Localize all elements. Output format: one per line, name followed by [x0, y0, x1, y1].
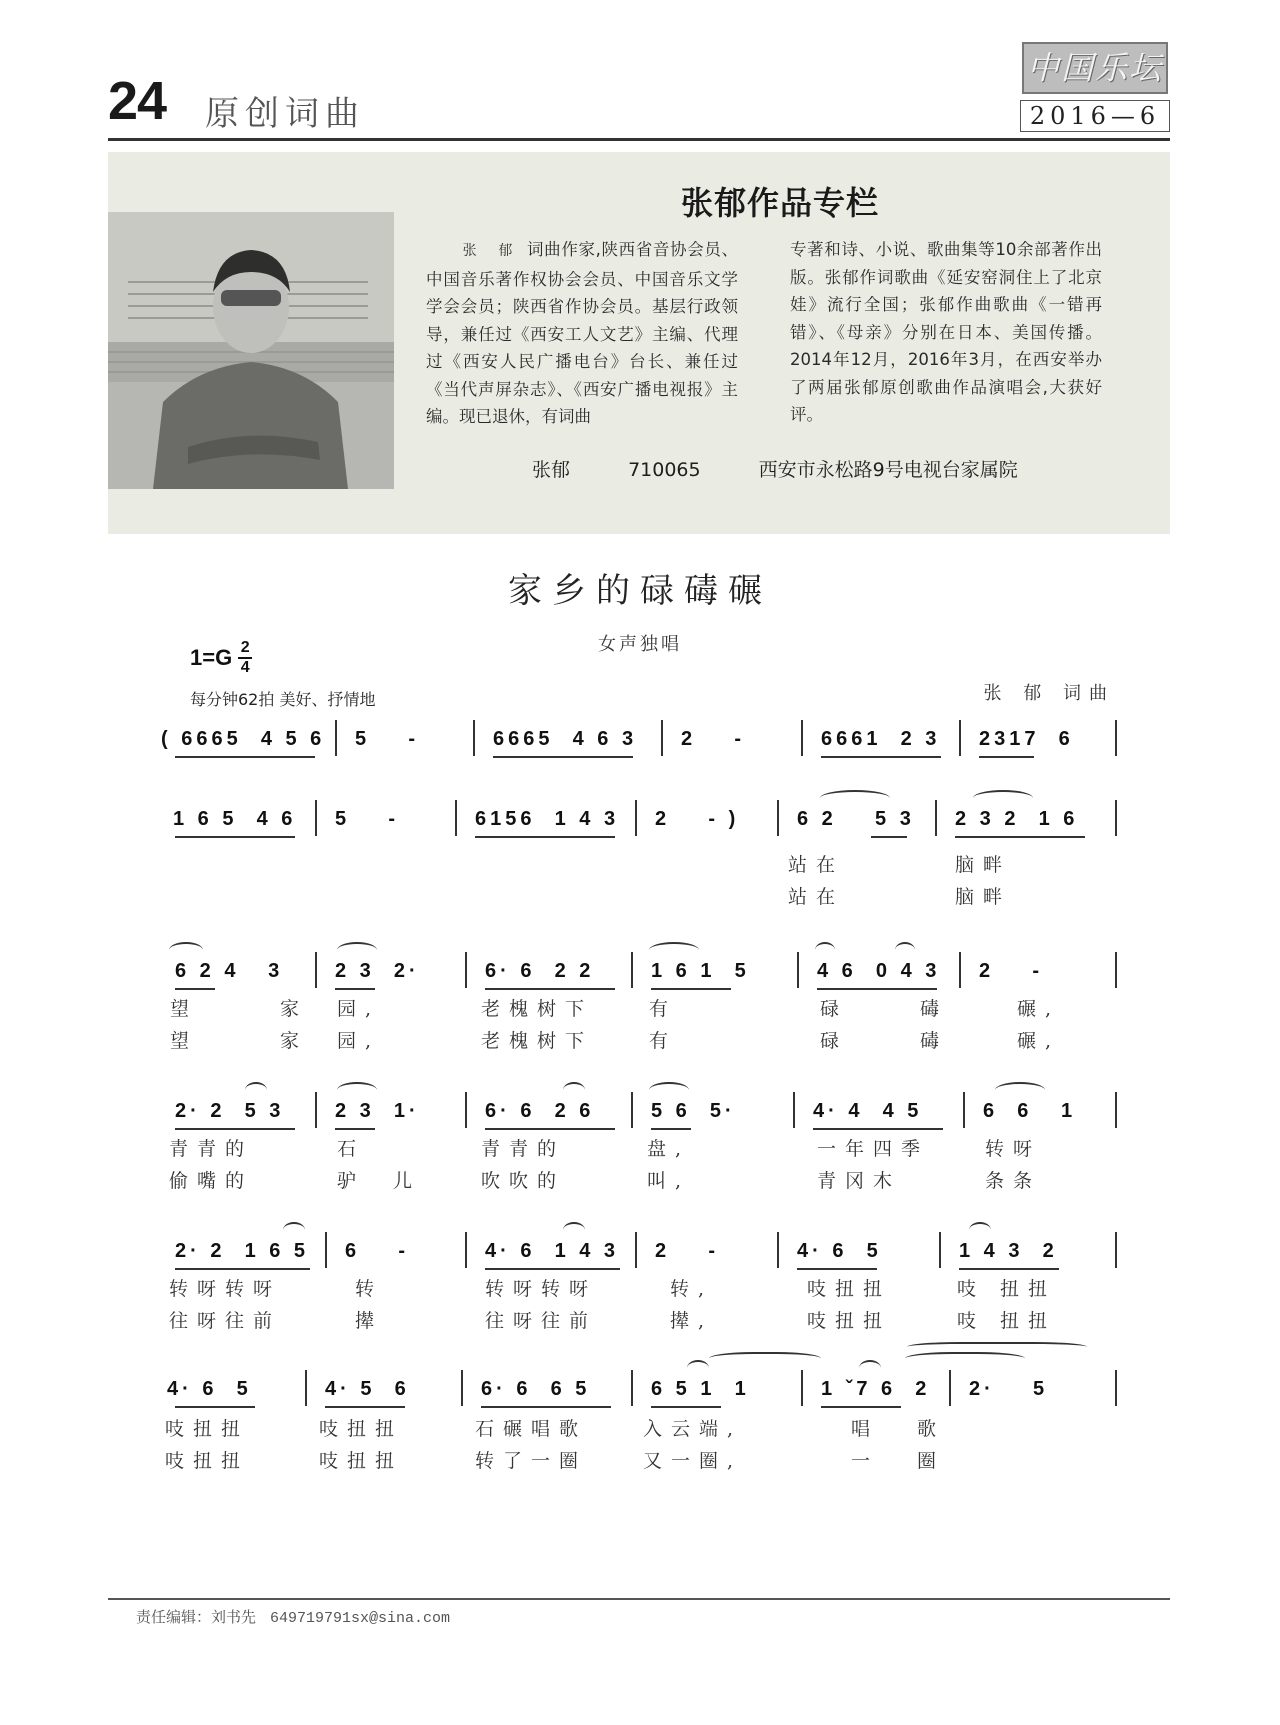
bio-text-right: 专著和诗、小说、歌曲集等10余部著作出版。张郁作词歌曲《延安窑洞住上了北京娃》流行全国；张郁作曲歌曲《一错再错》、《母亲》分别在日本、美国传播。2014年12月，2016年3月，在西安举办了两届张郁原创歌曲作品演唱会,大获好评。	[790, 240, 1102, 424]
measure: 2· 2 1 6 5	[165, 1226, 315, 1286]
score-row-1	[161, 714, 1115, 774]
measure: 6 5 1 1	[641, 1364, 771, 1424]
measure: 1 ˇ7 6 2	[811, 1364, 941, 1424]
lyrics-verse-2: 望 家 园, 老槐树下 有 碌 碡 碾,	[170, 1030, 1061, 1052]
bio-left-text: 词曲作家,陕西省音协会员、中国音乐著作权协会会员、中国音乐文学学会会员；陕西省作协会员。基层行政领导，兼任过《西安工人文艺》主编、代理过《西安人民广播电台》台长、兼任过《当代声屏杂志》、《西安广播电视报》主编。现已退休，有词曲	[426, 240, 738, 426]
author-name: 张 郁	[462, 243, 522, 259]
lyrics-verse-1: 望 家 园, 老槐树下 有 碌 碡 碾,	[170, 998, 1061, 1020]
measure: 6 6 1	[983, 1100, 1077, 1122]
measure: 6 2 5 3	[787, 794, 927, 854]
score-row-2	[165, 794, 1115, 854]
tempo-marking: 每分钟62拍 美好、抒情地	[190, 690, 376, 709]
song-title: 家乡的碌碡碾	[508, 571, 772, 611]
measure: 4 6 0 4 3	[807, 946, 947, 1006]
measure: 2 -	[681, 728, 746, 750]
measure: 2317 6	[969, 714, 1089, 774]
header-divider	[108, 138, 1170, 141]
lyrics-verse-1: 站在 脑畔	[788, 854, 1012, 876]
measure: ( 6665 4 5 6	[165, 714, 325, 774]
footer-divider	[108, 1598, 1170, 1600]
measure: 6· 6 2 6	[475, 1086, 625, 1146]
measure: 6661 2 3	[811, 714, 951, 774]
editor-email: 649719791sx@sina.com	[270, 1610, 451, 1627]
time-sig-bottom: 4	[240, 659, 250, 676]
measure: 2 -	[979, 960, 1044, 982]
measure: 4· 5 6	[315, 1364, 445, 1424]
measure: 6 -	[345, 1240, 410, 1262]
measure: 2· 5	[969, 1378, 1049, 1400]
composer-credit: 张 郁 词曲	[983, 683, 1115, 704]
time-sig-top: 2	[240, 639, 250, 656]
measure: 2 -	[655, 1240, 720, 1262]
lyrics-verse-2: 吱扭扭 吱扭扭 转了一圈 又一圈, 一 圈	[165, 1450, 946, 1472]
contact-postcode: 710065	[628, 459, 701, 481]
author-photo	[108, 212, 394, 489]
measure: 4· 6 5	[165, 1364, 295, 1424]
magazine-logo: 中国乐坛	[1022, 42, 1168, 94]
measure: 4· 6 5	[787, 1226, 917, 1286]
bio-text-left	[426, 236, 738, 431]
measure: 2 - )	[655, 808, 740, 830]
measure: 5 -	[355, 728, 420, 750]
contact-address: 西安市永松路9号电视台家属院	[758, 459, 1018, 481]
measure: 6· 6 2 2	[475, 946, 625, 1006]
page-number: 24	[108, 71, 167, 131]
key-signature	[190, 640, 252, 676]
measure: 1 6 5 4 6	[165, 794, 305, 854]
measure: 1 6 1 5	[641, 946, 781, 1006]
portrait-image-icon	[108, 212, 394, 489]
lyrics-verse-1: 转呀转呀 转 转呀转呀 转, 吱扭扭 吱 扭扭	[169, 1278, 1057, 1300]
column-title: 张郁作品专栏	[680, 184, 879, 222]
time-signature	[238, 640, 252, 676]
editor-credit: 责任编辑：刘书先	[136, 1608, 257, 1626]
lyrics-verse-2: 往呀往前 撵 往呀往前 撵, 吱扭扭 吱 扭扭	[169, 1310, 1057, 1332]
issue-number: 2016—6	[1020, 100, 1170, 132]
lyrics-verse-1: 吱扭扭 吱扭扭 石碾唱歌 入云端, 唱 歌	[165, 1418, 946, 1440]
measure: 6156 1 4 3	[465, 794, 625, 854]
measure: 6665 4 6 3	[483, 714, 643, 774]
footer	[136, 1606, 450, 1627]
measure: 6 2 4 3	[165, 946, 305, 1006]
measure: 1 4 3 2	[949, 1226, 1099, 1286]
lyrics-verse-2: 站在 脑畔	[788, 886, 1012, 908]
lyrics-verse-2: 偷嘴的 驴 儿 吹吹的 叫, 青冈木 条条	[169, 1170, 1042, 1192]
measure: 5 -	[335, 808, 400, 830]
measure: 2· 2 5 3	[165, 1086, 305, 1146]
key-text: 1=G	[190, 645, 233, 670]
measure: 2 3 2 1 6	[945, 794, 1095, 854]
measure: 6· 6 6 5	[471, 1364, 621, 1424]
contact-name: 张郁	[532, 459, 571, 481]
measure: 4· 6 1 4 3	[475, 1226, 625, 1286]
measure: 5 6 5·	[641, 1086, 771, 1146]
song-subtitle: 女声独唱	[598, 634, 682, 655]
measure: 4· 4 4 5	[803, 1086, 953, 1146]
lyrics-verse-1: 青青的 石 青青的 盘, 一年四季 转呀	[169, 1138, 1042, 1160]
section-title: 原创词曲	[205, 94, 365, 134]
measure: 2 3 2·	[325, 946, 455, 1006]
contact-line	[532, 455, 1070, 482]
measure: 2 3 1·	[325, 1086, 455, 1146]
